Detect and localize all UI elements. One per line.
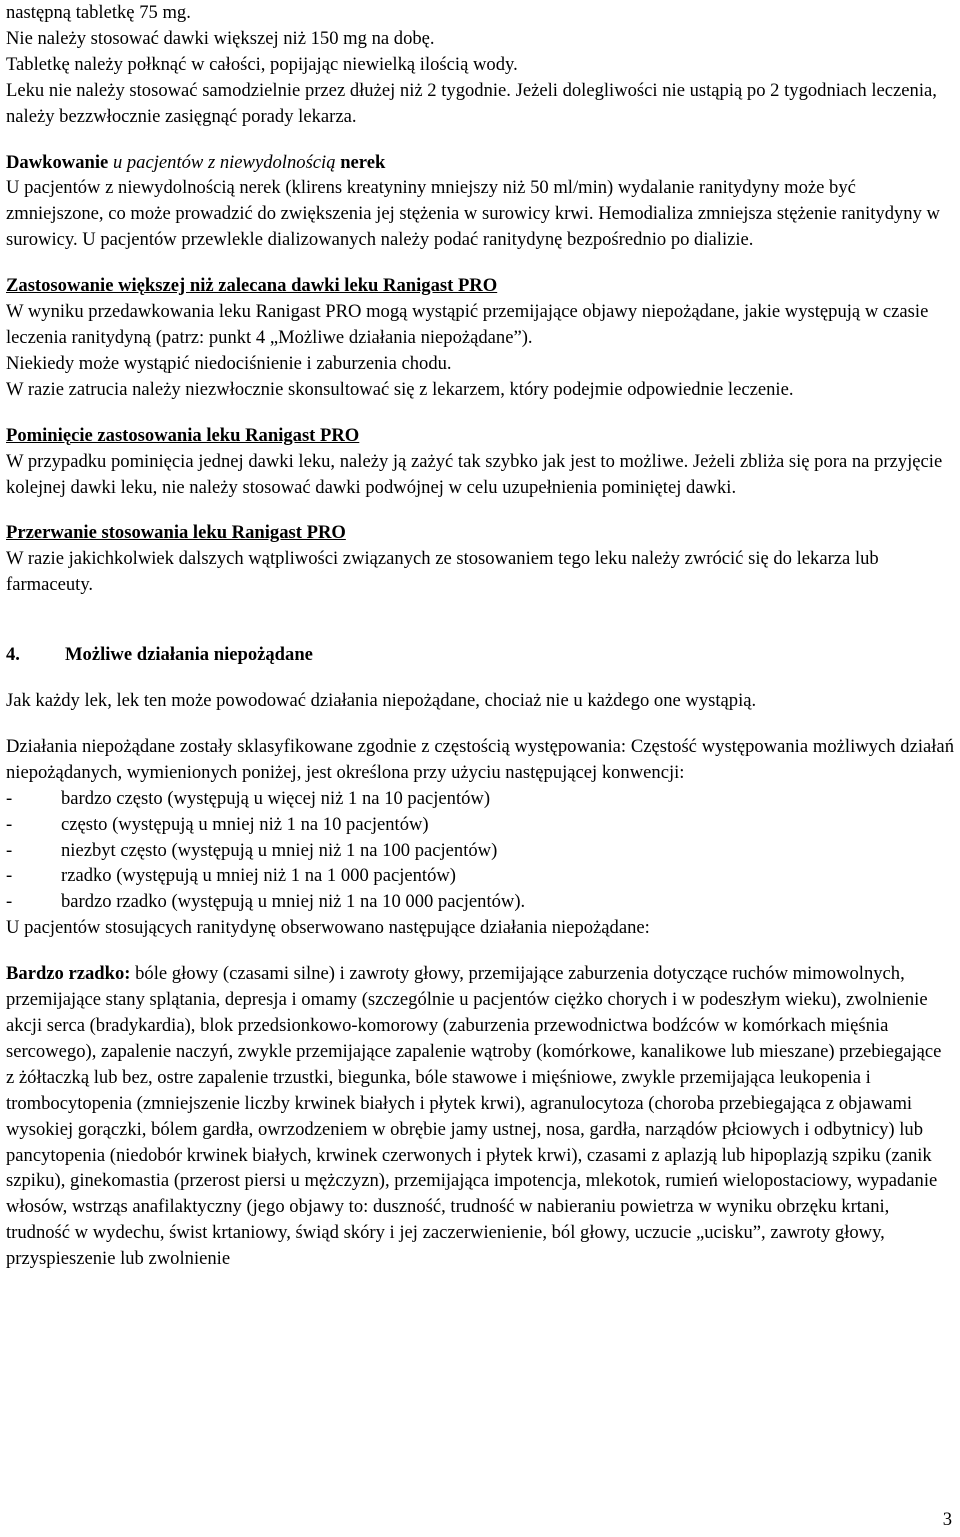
list-item: [6, 889, 954, 915]
intro-line: Tabletkę należy połknąć w całości, popijając niewielką ilością wody.: [6, 53, 518, 75]
page-number: 3: [942, 1509, 952, 1531]
list-item: [6, 838, 954, 864]
very-rare-label: Bardzo rzadko:: [6, 963, 131, 985]
section-title-text: Możliwe działania niepożądane: [65, 644, 313, 666]
renal-heading: [6, 150, 954, 176]
stopping-body: W razie jakichkolwiek dalszych wątpliwości związanych ze stosowaniem tego leku należy zwrócić się do lekarza lub farmaceuty.: [6, 548, 879, 596]
section-number: 4.: [6, 644, 20, 666]
overdose-line: W razie zatrucia należy niezwłocznie skonsultować się z lekarzem, który podejmie odpowiednie leczenie.: [6, 378, 794, 400]
very-rare-text: bóle głowy (czasami silne) i zawroty głowy, przemijające zaburzenia dotyczące ruchów mimowolnych, przemijające stany splątania, depresja i omamy (szczególnie u pacjentów ciężko chorych i w podeszłym wieku), zwolnienie akcji serca (bradykardia), blok przedsionkowo-komorowy (zaburzenia przewodnictwa bodźców w komórkach mięśnia sercowego), zapalenie naczyń, zwykle przemijające zapalenie wątroby (komórkowe, kanalikowe lub mieszane) przebiegające z żółtaczką lub bez, ostre zapalenie trzustki, biegunka, bóle stawowe i mięśniowe, zwykle przemijająca leukopenia i trombocytopenia (zmniejszenie liczby krwinek białych i płytek krwi), agranulocytoza (choroba przebiegająca z objawami wysokiej gorączki, bólem gardła, owrzodzeniem w obrębie jamy ustnej, nosa, gardła, narządów płciowych i odbytnicy) lub pancytopenia (niedobór krwinek białych, krwinek czerwonych i płytek krwi), czasami z aplazją lub hipoplazją szpiku (zanik szpiku), ginekomastia (przerost piersi u mężczyzn), przemijająca impotencja, mlekotok, rumień wielopostaciowy, wypadanie włosów, wstrząs anafilaktyczny (jego objawy to: duszność, trudność w nabieraniu powietrza w wyniku obrzęku krtani, trudność w wydechu, świst krtaniowy, świąd skóry i jej zaczerwienienie, ból głowy, uczucie „ucisku”, zawroty głowy, przyspieszenie lub zwolnienie: [6, 963, 942, 1270]
very-rare-paragraph: [6, 961, 954, 1272]
intro-line: następną tabletkę 75 mg.: [6, 2, 191, 23]
renal-dosage-section: [6, 150, 954, 254]
stopping-section: [6, 520, 954, 598]
overdose-heading: Zastosowanie większej niż zalecana dawki leku Ranigast PRO: [6, 275, 498, 297]
side-effects-section: [6, 642, 954, 1272]
dosage-intro: [6, 0, 954, 130]
list-dash: -: [6, 839, 13, 861]
renal-heading-end: nerek: [340, 151, 386, 173]
classification-text: Działania niepożądane zostały sklasyfikowane zgodnie z częstością występowania: Częstość występowania możliwych działań niepożądanych, wymienionych poniżej, jest określona przy użyciu następującej konwencji:: [6, 735, 954, 783]
missed-heading: Pominięcie zastosowania leku Ranigast PRO: [6, 424, 360, 446]
list-item-text: niezbyt często (występują u mniej niż 1 na 100 pacjentów): [61, 839, 498, 861]
side-effects-intro: Jak każdy lek, lek ten może powodować działania niepożądane, chociaż nie u każdego one wystąpią.: [6, 690, 757, 712]
list-item-text: często (występują u mniej niż 1 na 10 pacjentów): [61, 813, 429, 835]
list-dash: -: [6, 787, 13, 809]
intro-line: Leku nie należy stosować samodzielnie przez dłużej niż 2 tygodnie. Jeżeli dolegliwości nie ustąpią po 2 tygodniach leczenia, należy bezzwłocznie zasięgnąć porady lekarza.: [6, 79, 937, 127]
overdose-section: [6, 273, 954, 403]
missed-dose-section: [6, 423, 954, 501]
list-item: [6, 786, 954, 812]
intro-line: Nie należy stosować dawki większej niż 150 mg na dobę.: [6, 27, 435, 49]
list-dash: -: [6, 813, 13, 835]
renal-body: U pacjentów z niewydolnością nerek (klirens kreatyniny mniejszy niż 50 ml/min) wydalanie ranitydyny może być zmniejszone, co może prowadzić do zwiększenia jej stężenia w surowicy krwi. Hemodializa zmniejsza stężenie ranitydyny w surowicy. U pacjentów przewlekle dializowanych należy podać ranitydynę bezpośrednio po dializie.: [6, 177, 940, 251]
section-4-title: [6, 642, 954, 668]
renal-heading-bold: Dawkowanie: [6, 151, 109, 173]
missed-body: W przypadku pominięcia jednej dawki leku, należy ją zażyć tak szybko jak jest to możliwe. Jeżeli zbliża się pora na przyjęcie kolejnej dawki leku, nie należy stosować dawki podwójnej w celu uzupełnienia pominiętej dawki.: [6, 450, 943, 498]
renal-heading-italic: u pacjentów z niewydolnością: [112, 151, 336, 173]
frequency-list: [6, 786, 954, 916]
list-dash: -: [6, 891, 13, 913]
stopping-heading: Przerwanie stosowania leku Ranigast PRO: [6, 522, 346, 544]
overdose-line: Niekiedy może wystąpić niedociśnienie i zaburzenia chodu.: [6, 352, 452, 374]
overdose-line: W wyniku przedawkowania leku Ranigast PRO mogą wystąpić przemijające objawy niepożądane, jakie występują w czasie leczenia ranitydyną (patrz: punkt 4 „Możliwe działania niepożądane”).: [6, 301, 929, 348]
list-dash: -: [6, 865, 13, 887]
list-item-text: bardzo często (występują u więcej niż 1 na 10 pacjentów): [61, 787, 491, 809]
list-item-text: bardzo rzadko (występują u mniej niż 1 na 10 000 pacjentów).: [61, 891, 526, 913]
document-page: [6, 0, 954, 1272]
list-item: [6, 812, 954, 838]
list-item-text: rzadko (występują u mniej niż 1 na 1 000 pacjentów): [61, 865, 456, 887]
list-item: [6, 863, 954, 889]
observed-effects-text: U pacjentów stosujących ranitydynę obserwowano następujące działania niepożądane:: [6, 917, 650, 939]
